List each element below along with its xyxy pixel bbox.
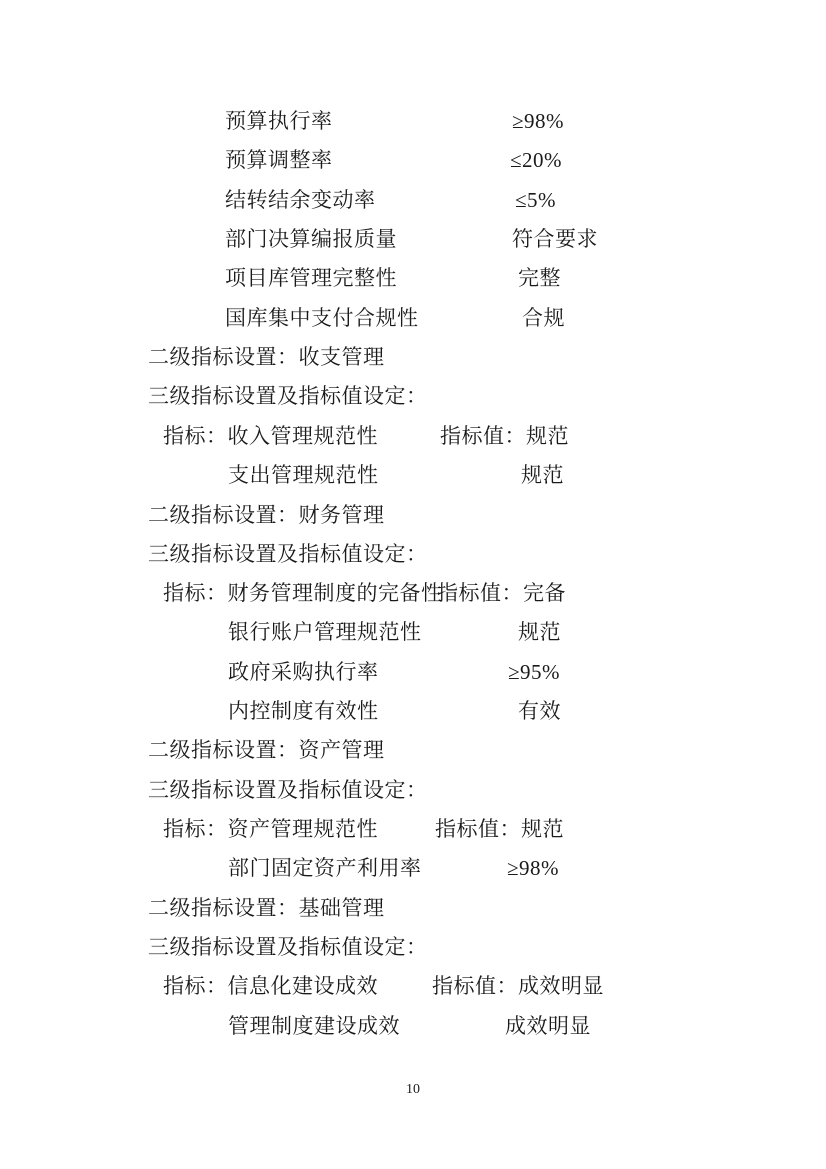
indicator-value: 规范 (521, 463, 564, 487)
indicator-value: 指标值：完备 (437, 581, 566, 605)
indicator-value: ≥98% (507, 856, 560, 880)
indicator-value: ≤5% (515, 188, 557, 212)
indicator-name: 结转结余变动率 (225, 188, 376, 212)
section-level2-heading: 二级指标设置：资产管理 (148, 738, 385, 762)
indicator-name: 指标：信息化建设成效 (163, 974, 378, 998)
indicator-name: 项目库管理完整性 (225, 266, 397, 290)
section-level3-heading: 三级指标设置及指标值设定： (148, 778, 428, 802)
indicator-name: 银行账户管理规范性 (228, 620, 422, 644)
indicator-value: ≥98% (512, 109, 565, 133)
indicator-name: 国库集中支付合规性 (225, 306, 419, 330)
indicator-name: 内控制度有效性 (228, 699, 379, 723)
indicator-value: 成效明显 (505, 1014, 591, 1038)
indicator-value: ≥95% (508, 660, 561, 684)
indicator-name: 指标：财务管理制度的完备性 (163, 581, 443, 605)
indicator-name: 预算调整率 (225, 148, 333, 172)
indicator-name: 管理制度建设成效 (228, 1014, 400, 1038)
section-level2-heading: 二级指标设置：基础管理 (148, 896, 385, 920)
indicator-value: 指标值：成效明显 (432, 974, 604, 998)
section-level3-heading: 三级指标设置及指标值设定： (148, 542, 428, 566)
indicator-name: 政府采购执行率 (228, 660, 379, 684)
page-number: 10 (406, 1082, 420, 1097)
indicator-value: 有效 (518, 699, 561, 723)
indicator-value: 符合要求 (512, 227, 598, 251)
indicator-name: 预算执行率 (225, 109, 333, 133)
indicator-name: 支出管理规范性 (228, 463, 379, 487)
indicator-value: 合规 (522, 306, 565, 330)
indicator-name: 部门固定资产利用率 (228, 856, 422, 880)
section-level3-heading: 三级指标设置及指标值设定： (148, 384, 428, 408)
indicator-value: ≤20% (510, 148, 563, 172)
indicator-value: 指标值：规范 (435, 817, 564, 841)
indicator-value: 规范 (518, 620, 561, 644)
section-level2-heading: 二级指标设置：财务管理 (148, 503, 385, 527)
indicator-name: 指标：资产管理规范性 (163, 817, 378, 841)
section-level3-heading: 三级指标设置及指标值设定： (148, 935, 428, 959)
indicator-value: 完整 (518, 266, 561, 290)
indicator-value: 指标值：规范 (440, 424, 569, 448)
indicator-name: 部门决算编报质量 (225, 227, 397, 251)
section-level2-heading: 二级指标设置：收支管理 (148, 345, 385, 369)
indicator-name: 指标：收入管理规范性 (163, 424, 378, 448)
